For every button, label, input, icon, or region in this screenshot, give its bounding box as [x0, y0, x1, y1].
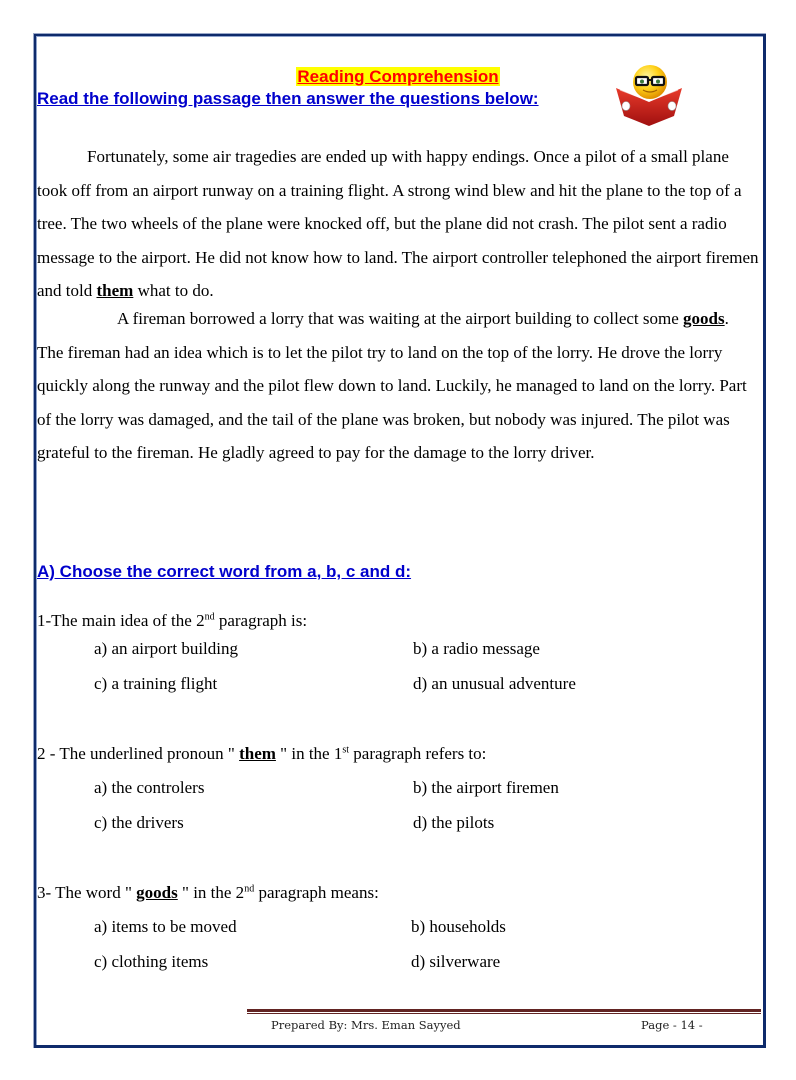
- question-3-text: 3- The word ": [37, 883, 137, 902]
- q1-option-d[interactable]: d) an unusual adventure: [413, 674, 576, 693]
- q2-option-a[interactable]: a) the controlers: [94, 778, 205, 797]
- question-2-text: 2 - The underlined pronoun ": [37, 744, 240, 763]
- paragraph-2-text-a: A fireman borrowed a lorry that was waiting at the airport building to collect some: [117, 309, 684, 328]
- q3-option-c[interactable]: c) clothing items: [94, 952, 209, 971]
- footer-page-number: Page - 14 -: [641, 1018, 703, 1032]
- question-2-sup: st: [342, 744, 350, 756]
- q1-option-a[interactable]: a) an airport building: [94, 639, 238, 658]
- footer-rule: [247, 1009, 761, 1012]
- page-title: Reading Comprehension: [297, 67, 499, 86]
- q2-option-d[interactable]: d) the pilots: [413, 813, 495, 832]
- reading-smiley-icon: [612, 62, 686, 128]
- q3-option-d[interactable]: d) silverware: [411, 952, 501, 971]
- paragraph-1-text-a: Fortunately, some air tragedies are ended up with happy endings. Once a pilot of a small plane took off from an airport runway on a training flight. A strong wind blew and hit the plane to the top of a tree. The two wheels of the plane were knocked off, but the plane did not crash. The pilot sent a radio message to the airport. He did not know how to land. The airport controller telephoned the airport firemen and told: [37, 147, 759, 300]
- footer-author: Prepared By: Mrs. Eman Sayyed: [271, 1018, 461, 1032]
- question-2-text-mid: " in the 1: [275, 744, 343, 763]
- question-3-text-end: paragraph means:: [254, 883, 379, 902]
- paragraph-1-text-b: what to do.: [133, 281, 214, 300]
- question-3-sup: nd: [244, 883, 255, 895]
- question-1-text-end: paragraph is:: [214, 611, 308, 630]
- question-2-keyword: them: [239, 744, 276, 763]
- instruction-heading: Read the following passage then answer the questions below:: [37, 89, 539, 108]
- underlined-word-goods: goods: [683, 309, 725, 328]
- question-2-text-end: paragraph refers to:: [349, 744, 487, 763]
- passage-paragraph-1: [37, 140, 759, 308]
- q1-option-c[interactable]: c) a training flight: [94, 674, 218, 693]
- question-3: [37, 882, 379, 904]
- question-3-keyword: goods: [136, 883, 178, 902]
- footer-rule-thin: [247, 1013, 761, 1014]
- question-1: [37, 610, 307, 632]
- q2-option-c[interactable]: c) the drivers: [94, 813, 184, 832]
- q3-option-b[interactable]: b) households: [411, 917, 506, 936]
- q1-option-b[interactable]: b) a radio message: [413, 639, 540, 658]
- question-3-text-mid: " in the 2: [177, 883, 245, 902]
- q2-option-b[interactable]: b) the airport firemen: [413, 778, 559, 797]
- section-a-heading: A) Choose the correct word from a, b, c and d:: [37, 562, 412, 581]
- question-1-text: 1-The main idea of the 2: [37, 611, 205, 630]
- passage-paragraph-2: [37, 302, 759, 470]
- question-2: [37, 743, 486, 765]
- q3-option-a[interactable]: a) items to be moved: [94, 917, 237, 936]
- question-1-sup: nd: [204, 611, 215, 623]
- underlined-word-them: them: [96, 281, 134, 300]
- paragraph-2-text-b: . The fireman had an idea which is to let the pilot try to land on the top of the lorry. He drove the lorry quickly along the runway and the pilot flew down to land. Luckily, he managed to land on the lorry. Part of the lorry was damaged, and the tail of the plane was broken, but nobody was injured. The pilot was grateful to the fireman. He gladly agreed to pay for the damage to the lorry driver.: [37, 309, 747, 462]
